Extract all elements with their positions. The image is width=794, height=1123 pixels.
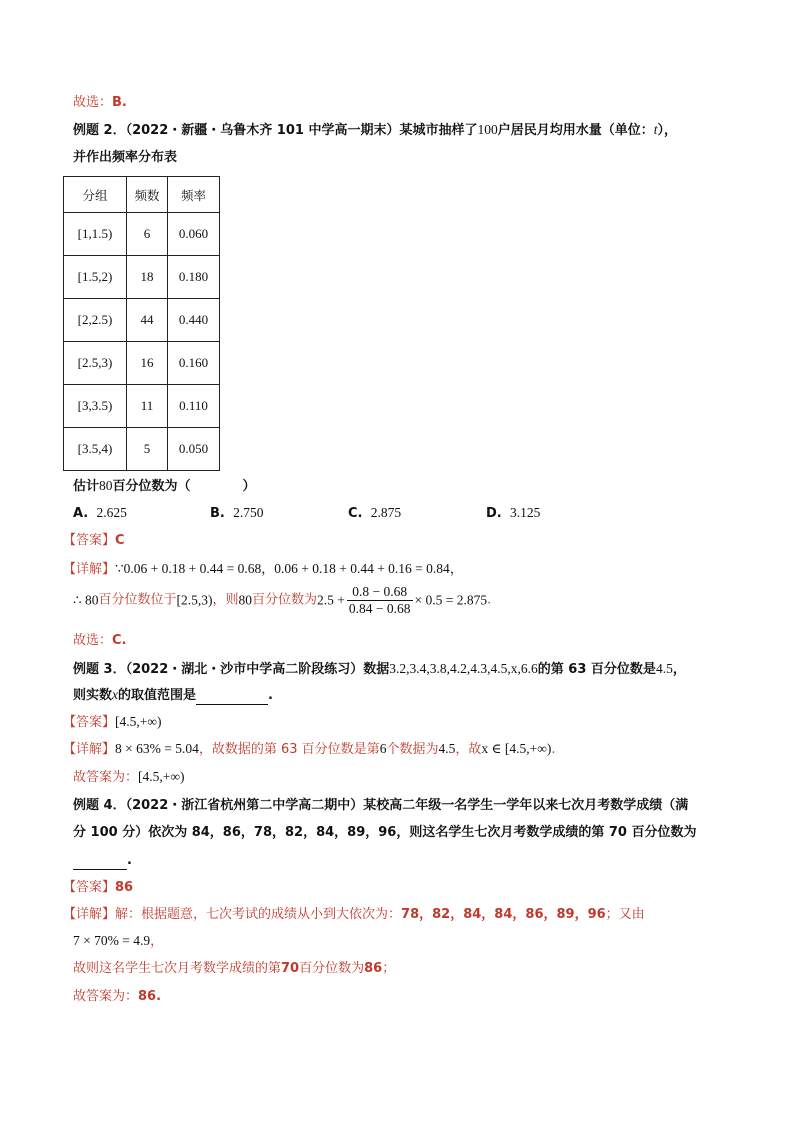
example-3-stem-a: 数据 xyxy=(363,662,390,677)
detail-sep2: ， xyxy=(449,562,463,577)
detail-num: 80 xyxy=(238,592,252,608)
example-3-detail xyxy=(63,740,555,759)
final-label: 故答案为： xyxy=(73,770,139,785)
detail-sep: ； xyxy=(382,961,396,976)
cell-rate: 0.110 xyxy=(168,385,220,428)
table-row xyxy=(64,256,220,299)
answer-label: 【答案】 xyxy=(63,533,116,548)
example-4-detail-line1 xyxy=(63,906,645,924)
detail-text3: 百分位数为 xyxy=(252,592,318,608)
example-4-final xyxy=(73,988,161,1006)
example-3-stem2-a: 则实数 xyxy=(73,688,113,703)
final-value: 86. xyxy=(138,989,162,1004)
detail-period: . xyxy=(551,742,556,757)
question-num: 80 xyxy=(99,478,113,493)
detail-text3: ，故 xyxy=(455,742,482,757)
example-4-answer xyxy=(63,879,133,897)
conclusion-label: 故选： xyxy=(73,633,113,648)
option-key: D. xyxy=(486,506,502,521)
cell-rate: 0.160 xyxy=(168,342,220,385)
example-2-unit: t xyxy=(653,122,658,137)
cell-count: 18 xyxy=(127,256,168,299)
table-header-row xyxy=(64,177,220,213)
answer-value: C xyxy=(115,533,125,548)
option-value: 2.875 xyxy=(370,505,402,520)
answer-value: 86 xyxy=(115,880,134,895)
detail-period: . xyxy=(487,592,492,608)
example-2-detail-line1 xyxy=(63,560,463,579)
detail-eq2: 0.06 + 0.18 + 0.44 + 0.16 = 0.84 xyxy=(274,561,450,576)
detail-sorted: 78，82，84，84，86，89，96 xyxy=(401,907,606,922)
example-2-detail-line2 xyxy=(73,584,491,617)
detail-expr-a: 2.5 + xyxy=(317,592,345,608)
header-frequency-rate: 频率 xyxy=(168,177,220,213)
example-4-stem1: 某校高二年级一名学生一学年以来七次月考数学成绩（满 xyxy=(363,798,689,813)
prev-answer xyxy=(73,94,127,112)
example-2-conclusion xyxy=(73,632,127,650)
cell-rate: 0.180 xyxy=(168,256,220,299)
cell-group: [2.5,3) xyxy=(64,342,127,385)
example-3-stem-b: 的第 63 百分位数是 xyxy=(537,662,656,677)
option-key: A. xyxy=(73,506,89,521)
detail-text2: 百分位数为 xyxy=(299,961,365,976)
detail-sep: ， xyxy=(150,934,164,949)
option-c xyxy=(348,505,401,521)
detail-text: 解：根据题意，七次考试的成绩从小到大依次为： xyxy=(115,907,402,922)
option-value: 2.750 xyxy=(233,505,264,520)
detail-therefore: ∴ 80 xyxy=(73,592,99,608)
cell-rate: 0.050 xyxy=(168,428,220,471)
cell-count: 6 xyxy=(127,213,168,256)
detail-text2: 个数据为 xyxy=(386,742,439,757)
cell-count: 11 xyxy=(127,385,168,428)
option-d xyxy=(486,505,540,521)
answer-blank xyxy=(196,704,268,705)
detail-value: 4.5 xyxy=(438,741,456,756)
example-3-stem xyxy=(73,660,686,679)
detail-result: 86 xyxy=(364,961,383,976)
question-a: 估计 xyxy=(73,479,100,494)
example-4-stem-line2: 分 100 分）依次为 84，86，78，82，84，89，96，则这名学生七次月考数学成绩的第 70 百分位数为 xyxy=(73,825,697,840)
prev-answer-label: 故选： xyxy=(73,95,113,110)
detail-num: 70 xyxy=(281,961,300,976)
cell-rate: 0.440 xyxy=(168,299,220,342)
cell-rate: 0.060 xyxy=(168,213,220,256)
example-2-source: （2022・新疆・乌鲁木齐 101 中学高一期末） xyxy=(125,123,400,138)
detail-text2: ，则 xyxy=(212,592,239,608)
detail-text: ，故数据的第 63 百分位数是第 xyxy=(198,742,380,757)
final-label: 故答案为： xyxy=(73,989,139,1004)
cell-group: [1,1.5) xyxy=(64,213,127,256)
detail-index: 6 xyxy=(379,741,387,756)
option-b xyxy=(210,505,264,521)
option-a xyxy=(73,505,127,521)
example-4-detail-line2 xyxy=(73,932,163,951)
conclusion-value: C. xyxy=(112,633,127,648)
example-3-var: x xyxy=(112,687,119,702)
detail-eq1: ∵0.06 + 0.18 + 0.44 = 0.68 xyxy=(115,561,262,576)
example-2-stem-c: ）， xyxy=(657,123,678,138)
table-row xyxy=(64,342,220,385)
option-value: 2.625 xyxy=(96,505,127,520)
example-3-source: （2022・湖北・沙市中学高二阶段练习） xyxy=(125,662,364,677)
example-4-detail-line3 xyxy=(73,960,395,978)
option-value: 3.125 xyxy=(510,505,541,520)
fraction-numerator: 0.8 − 0.68 xyxy=(347,584,413,601)
example-3-stem2-c: . xyxy=(268,688,273,703)
option-key: B. xyxy=(210,506,225,521)
fraction-denominator: 0.84 − 0.68 xyxy=(348,601,411,616)
detail-label: 【详解】 xyxy=(63,562,116,577)
example-3-answer xyxy=(63,713,162,732)
detail-range: x ∈ [4.5,+∞) xyxy=(481,741,552,756)
example-4-stem-line3 xyxy=(73,852,132,870)
example-4-stem xyxy=(73,797,688,815)
cell-count: 44 xyxy=(127,299,168,342)
example-2-stem-b: 户居民月均用水量（单位： xyxy=(497,123,654,138)
example-4-title: 例题 4． xyxy=(73,798,126,813)
detail-label: 【详解】 xyxy=(63,907,116,922)
example-2-stem-line2: 并作出频率分布表 xyxy=(73,150,178,165)
example-2-stem xyxy=(73,121,677,140)
example-3-final xyxy=(73,768,185,787)
table-row xyxy=(64,385,220,428)
example-3-stem2-b: 的取值范围是 xyxy=(118,688,197,703)
example-4-source: （2022・浙江省杭州第二中学高二期中） xyxy=(125,798,364,813)
final-value: [4.5,+∞) xyxy=(138,769,185,784)
prev-answer-value: B. xyxy=(112,95,127,110)
example-3-value: 4.5 xyxy=(655,661,673,676)
detail-text: 故则这名学生七次月考数学成绩的第 xyxy=(73,961,282,976)
cell-count: 16 xyxy=(127,342,168,385)
answer-value: [4.5,+∞) xyxy=(115,714,162,729)
cell-group: [3,3.5) xyxy=(64,385,127,428)
detail-text: 百分位数位于 xyxy=(98,592,177,608)
example-4-stem3: . xyxy=(127,853,132,868)
example-2-answer xyxy=(63,532,125,550)
detail-eq: 7 × 70% = 4.9 xyxy=(73,933,151,948)
header-frequency-count: 频数 xyxy=(127,177,168,213)
detail-eq: 8 × 63% = 5.04 xyxy=(115,741,199,756)
detail-fraction xyxy=(347,584,413,617)
answer-label: 【答案】 xyxy=(63,880,116,895)
table-row xyxy=(64,213,220,256)
cell-group: [2,2.5) xyxy=(64,299,127,342)
detail-label: 【详解】 xyxy=(63,742,116,757)
answer-blank xyxy=(73,869,127,870)
option-key: C. xyxy=(348,506,363,521)
table-row xyxy=(64,299,220,342)
example-3-stem-line2 xyxy=(73,686,273,705)
cell-count: 5 xyxy=(127,428,168,471)
example-2-num: 100 xyxy=(477,122,498,137)
example-3-data: 3.2,3.4,3.8,4.2,4.3,4.5,x,6.6 xyxy=(389,661,538,676)
example-2-title: 例题 2． xyxy=(73,123,126,138)
example-2-question xyxy=(73,477,256,496)
example-3-stem-c: ， xyxy=(672,662,686,677)
example-3-title: 例题 3． xyxy=(73,662,126,677)
frequency-table xyxy=(63,176,220,471)
answer-label: 【答案】 xyxy=(63,715,116,730)
question-b: 百分位数为（ ） xyxy=(112,479,256,494)
detail-text2: ；又由 xyxy=(605,907,645,922)
table-row xyxy=(64,428,220,471)
detail-expr-b: × 0.5 = 2.875 xyxy=(414,592,488,608)
cell-group: [1.5,2) xyxy=(64,256,127,299)
detail-interval: [2.5,3) xyxy=(176,592,213,608)
cell-group: [3.5,4) xyxy=(64,428,127,471)
detail-sep: ， xyxy=(261,562,275,577)
example-2-stem-a: 某城市抽样了 xyxy=(399,123,478,138)
header-group: 分组 xyxy=(64,177,127,213)
